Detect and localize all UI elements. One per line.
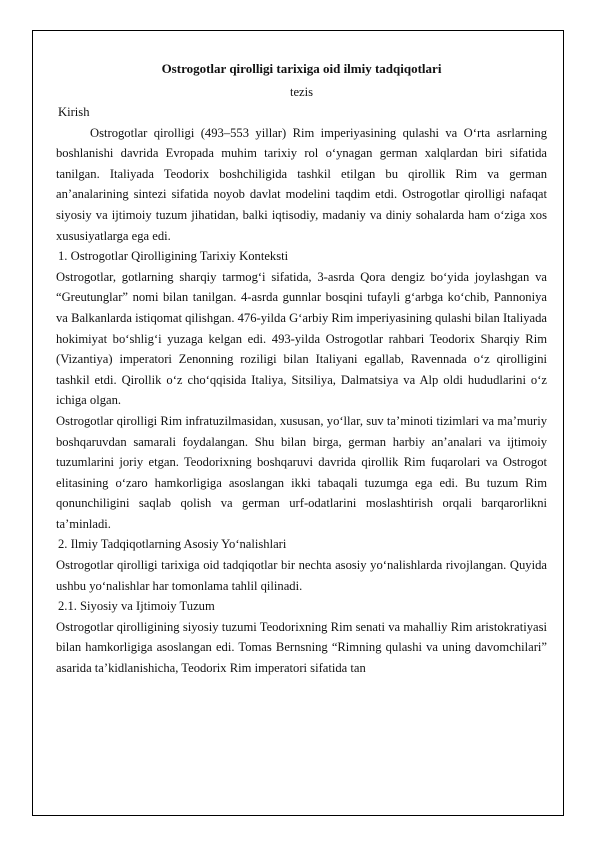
- section-heading-2-1: 2.1. Siyosiy va Ijtimoiy Tuzum: [58, 599, 215, 614]
- section-heading-1: 1. Ostrogotlar Qirolligining Tarixiy Konteksti: [58, 249, 289, 264]
- paragraph-1b: Ostrogotlar qirolligi Rim infratuzilmasidan, xususan, yo‘llar, suv ta’minoti tizimlari va ma’muriy boshqaruvdan samarali foydalangan. Shu bilan birga, german harbiy an’analari va ijtimoiy tuzumlarini joriy etgan. Teodorixning boshqaruvi davrida qirollik Rim fuqarolari va Ostrogot elitasining o‘zaro hamkorligiga asoslangan ikki tabaqali tuzumga ega edi. Bu tuzum Rim qonunchiligini saqlab qolish va german urf-odatlarini moslashtirish orqali barqarorlikni ta’minladi.: [56, 413, 547, 531]
- document-subtitle: tezis: [289, 85, 314, 99]
- paragraph-2-1: Ostrogotlar qirolligining siyosiy tuzumi Teodorixning Rim senati va mahalliy Rim aristokratiyasi bilan hamkorligiga asoslangan edi. Tomas Bernsning “Rimning qulashi va uning davomchilari” asarida ta’kidlanishicha, Teodorix Rim imperatori sifatida tan: [56, 619, 547, 676]
- section-heading-2: 2. Ilmiy Tadqiqotlarning Asosiy Yo‘nalishlari: [58, 537, 287, 552]
- document-body: [56, 60, 547, 679]
- paragraph-2: Ostrogotlar qirolligi tarixiga oid tadqiqotlar bir nechta asosiy yo‘nalishlarda rivojlangan. Quyida ushbu yo‘nalishlar har tomonlama tahlil qilinadi.: [56, 558, 547, 593]
- paragraph-1a: Ostrogotlar, gotlarning sharqiy tarmog‘i sifatida, 3-asrda Qora dengiz bo‘yida joylashgan va “Greutunglar” nomi bilan tanilgan. 4-asrda gunnlar bosqini tufayli g‘arbga ko‘chib, Pannoniya va Balkanlarda istiqomat qilishgan. 476-yilda G‘arbiy Rim imperiyasining qulashi bilan Italiyada hokimiyat bo‘shlig‘i yuzaga kelgan edi. 493-yilda Ostrogotlar rahbari Teodorix Sharqiy Rim (Vizantiya) imperatori Zenonning roziligi bilan Italiyani egallab, Ravennada o‘z qirolligini tashkil etdi. Qirollik o‘z cho‘qqisida Italiya, Sitsiliya, Dalmatsiya va Alp oldi hududlarini o‘z ichiga olgan.: [56, 269, 547, 408]
- section-heading-intro: Kirish: [58, 105, 90, 119]
- paragraph-intro: Ostrogotlar qirolligi (493–553 yillar) Rim imperiyasining qulashi va O‘rta asrlarning boshlanishi davrida Evropada muhim tarixiy rol o‘ynagan german xalqlardan biri sifatida tanilgan. Italiyada Teodorix boshchiligida tashkil etilgan bu qirollik Rim va german an’analarining sintezi sifatida noyob davlat modelini taqdim etdi. Ostrogotlar qirolligi nafaqat siyosiy va ijtimoiy tuzum jihatidan, balki iqtisodiy, madaniy va diniy sohalarda ham o‘ziga xos xususiyatlarga ega edi.: [56, 125, 547, 243]
- document-title: Ostrogotlar qirolligi tarixiga oid ilmiy tadqiqotlari: [161, 61, 442, 76]
